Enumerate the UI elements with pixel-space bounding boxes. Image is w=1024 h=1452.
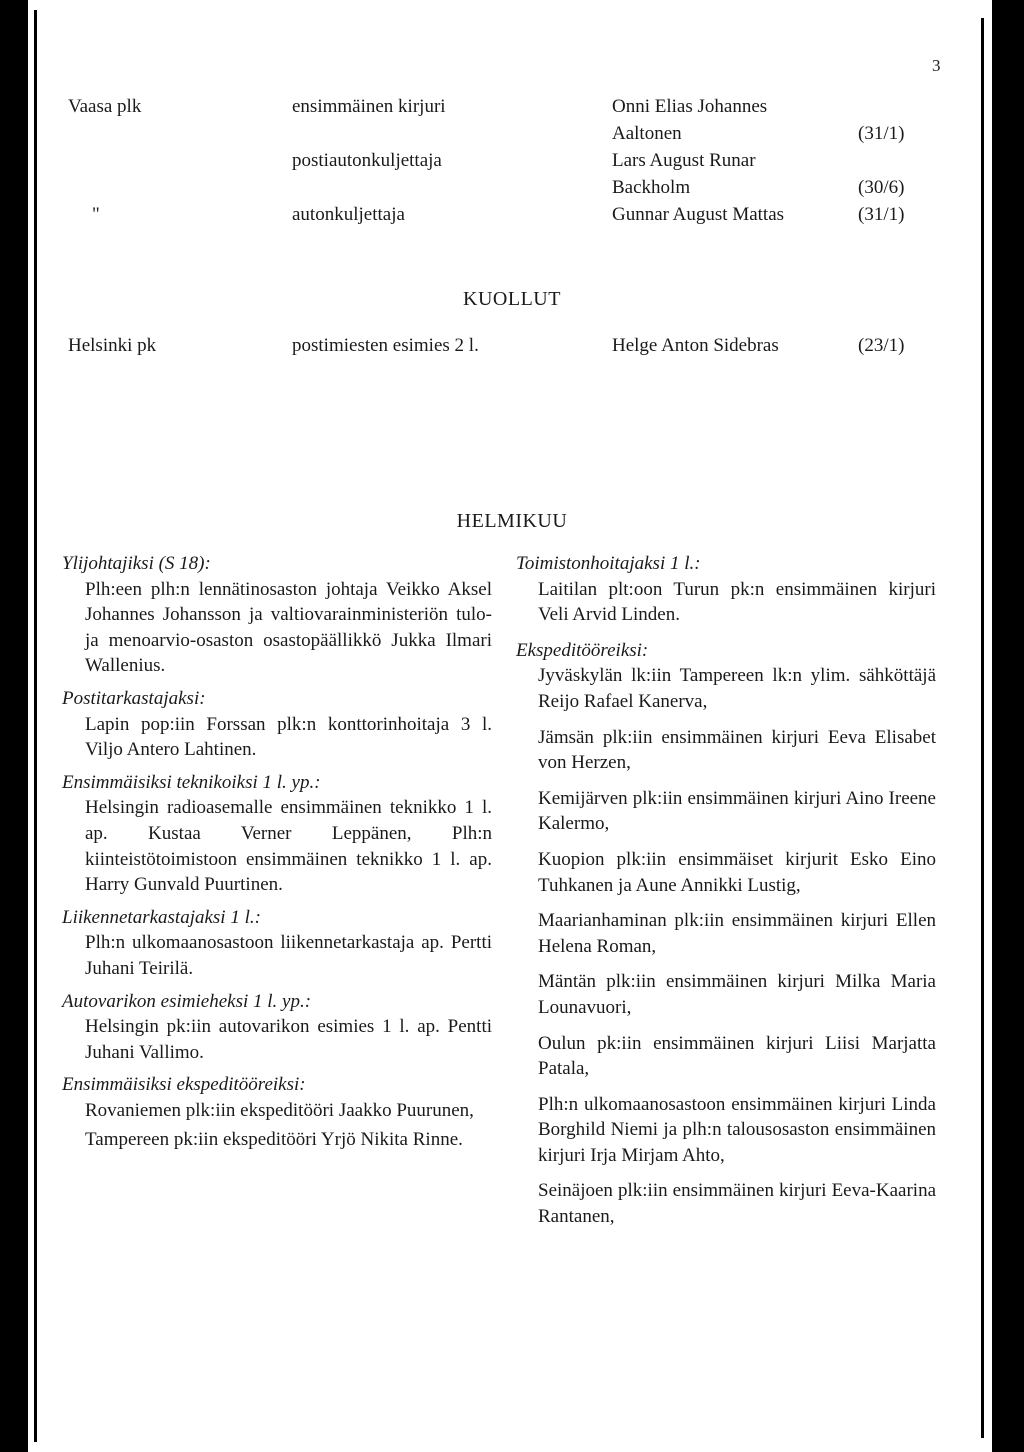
entry: Kuopion plk:iin ensimmäiset kirjurit Esko Eino Tuhkanen ja Aune Annikki Lustig, — [538, 848, 936, 896]
left-column — [62, 551, 492, 1160]
row-name: Aaltonen — [612, 123, 682, 144]
kuollut-title: postimiesten esimies 2 l. — [292, 335, 479, 356]
entry: Kemijärven plk:iin ensimmäinen kirjuri Aino Ireene Kalermo, — [538, 787, 936, 835]
section — [516, 551, 936, 628]
entry: Plh:een plh:n lennätinosaston johtaja Veikko Aksel Johannes Johansson ja valtiovarainministeriön tulo- ja menoarvio-osaston osastopäällikkö Jukka Ilmari Wallenius. — [85, 578, 492, 677]
scan-edge-right — [992, 0, 1024, 1452]
row-name: Gunnar August Mattas — [612, 204, 785, 225]
entry: Rovaniemen plk:iin ekspeditööri Jaakko Puurunen, — [85, 1099, 474, 1121]
category-heading: Ensimmäisiksi teknikoiksi 1 l. yp.: — [62, 771, 321, 793]
row-name: Lars August Runar — [612, 150, 756, 171]
category-heading: Toimistonhoitajaksi 1 l.: — [516, 553, 701, 574]
entry: Plh:n ulkomaanosastoon liikennetarkastaja ap. Pertti Juhani Teirilä. — [85, 932, 492, 979]
entry: Lapin pop:iin Forssan plk:n konttorinhoitaja 3 l. Viljo Antero Lahtinen. — [85, 713, 492, 761]
scan-edge-left-line — [34, 10, 37, 1442]
kuollut-name: Helge Anton Sidebras — [612, 335, 779, 356]
entry: Jyväskylän lk:iin Tampereen lk:n ylim. sähköttäjä Reijo Rafael Kanerva, — [538, 665, 936, 712]
section — [62, 1072, 492, 1153]
scan-edge-right-line — [981, 18, 984, 1438]
row-date: (31/1) — [858, 123, 905, 144]
row-date: (31/1) — [858, 204, 905, 225]
heading-kuollut: KUOLLUT — [463, 288, 561, 310]
section — [516, 638, 936, 1230]
section — [62, 551, 492, 679]
page-number: 3 — [932, 56, 941, 75]
entry: Maarianhaminan plk:iin ensimmäinen kirjuri Ellen Helena Roman, — [538, 910, 936, 957]
section — [62, 989, 492, 1066]
row-place: Vaasa plk — [68, 96, 142, 117]
entry: Helsingin pk:iin autovarikon esimies 1 l. ap. Pentti Juhani Vallimo. — [85, 1016, 492, 1063]
section — [62, 770, 492, 898]
kuollut-place: Helsinki pk — [68, 335, 157, 356]
category-heading: Ylijohtajiksi (S 18): — [62, 553, 211, 574]
section — [62, 905, 492, 982]
entry: Helsingin radioasemalle ensimmäinen teknikko 1 l. ap. Kustaa Verner Leppänen, Plh:n kiinteistötoimistoon ensimmäinen teknikko 1 l. ap. Harry Gunvald Puurtinen. — [85, 797, 492, 896]
right-column — [516, 551, 936, 1240]
entry: Oulun pk:iin ensimmäinen kirjuri Liisi Marjatta Patala, — [538, 1032, 936, 1080]
row-name: Backholm — [612, 177, 691, 198]
scan-edge-left — [0, 0, 28, 1452]
row-date: (30/6) — [858, 177, 905, 198]
category-heading: Liikennetarkastajaksi 1 l.: — [62, 906, 261, 928]
row-place: " — [92, 204, 100, 225]
entry: Plh:n ulkomaanosastoon ensimmäinen kirjuri Linda Borghild Niemi ja plh:n talousosaston ensimmäinen kirjuri Irja Mirjam Ahto, — [538, 1093, 936, 1166]
row-title: autonkuljettaja — [292, 204, 405, 225]
category-heading: Autovarikon esimieheksi 1 l. yp.: — [62, 990, 312, 1012]
row-title: postiautonkuljettaja — [292, 150, 442, 171]
entry: Tampereen pk:iin ekspeditööri Yrjö Nikita Rinne. — [85, 1129, 463, 1151]
category-heading: Ekspeditööreiksi: — [516, 639, 649, 661]
entry: Seinäjoen plk:iin ensimmäinen kirjuri Eeva-Kaarina Rantanen, — [538, 1180, 936, 1228]
row-name: Onni Elias Johannes — [612, 96, 768, 117]
heading-helmikuu: HELMIKUU — [456, 510, 568, 532]
kuollut-date: (23/1) — [858, 335, 905, 356]
category-heading: Ensimmäisiksi ekspeditööreiksi: — [62, 1074, 306, 1096]
row-title: ensimmäinen kirjuri — [292, 96, 446, 117]
section — [62, 686, 492, 763]
entry: Mäntän plk:iin ensimmäinen kirjuri Milka Maria Lounavuori, — [538, 971, 936, 1018]
category-heading: Postitarkastajaksi: — [62, 687, 206, 709]
entry: Laitilan plt:oon Turun pk:n ensimmäinen kirjuri Veli Arvid Linden. — [538, 578, 936, 626]
entry: Jämsän plk:iin ensimmäinen kirjuri Eeva Elisabet von Herzen, — [538, 726, 936, 774]
